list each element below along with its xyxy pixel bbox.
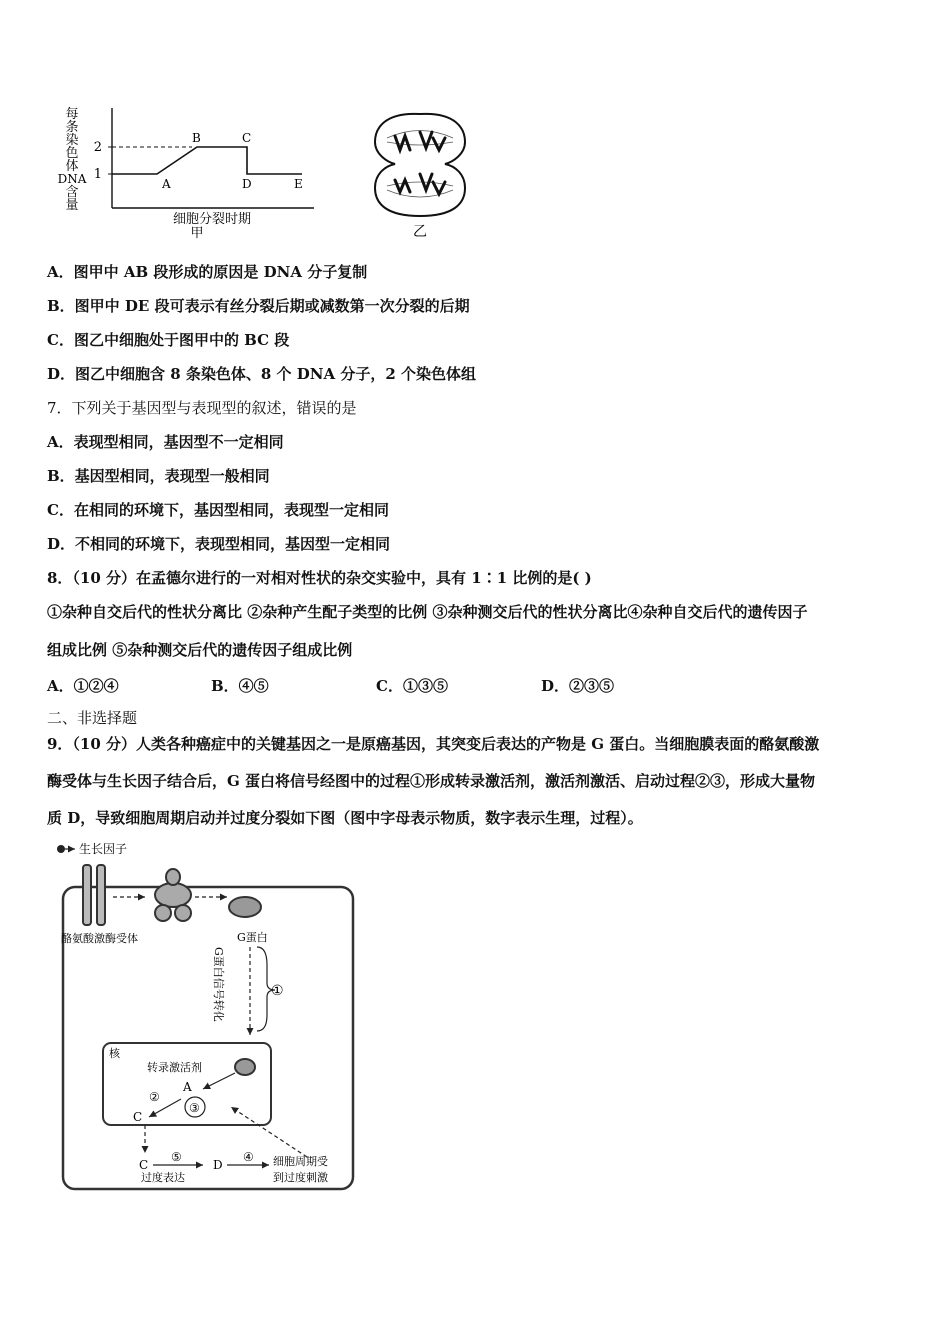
substance-d: D xyxy=(213,1158,223,1172)
q6-option-c: C．图乙中细胞处于图甲中的 BC 段 xyxy=(47,331,290,349)
growth-factor-label: 生长因子 xyxy=(79,842,128,856)
y-axis-char: 染 xyxy=(65,133,79,148)
q7-option-b: B．基因型相同，表现型一般相同 xyxy=(47,467,270,485)
q8-stem: 8．（10 分）在孟德尔进行的一对相对性状的杂交实验中，具有 1∶1 比例的是( ) xyxy=(47,569,592,587)
figure-jia-graph xyxy=(52,100,322,240)
point-c: C xyxy=(242,131,252,145)
point-b: B xyxy=(192,131,201,145)
growth-factor-dot xyxy=(57,845,65,853)
process-2-label: ② xyxy=(149,1090,160,1104)
q8-items-line2: 组成比例 ⑤杂种测交后代的遗传因子组成比例 xyxy=(47,641,353,659)
y-axis-char: DNA xyxy=(57,172,87,186)
figure-caption-yi: 乙 xyxy=(413,224,427,240)
cell-membrane xyxy=(375,114,465,216)
activator-label: 转录激活剂 xyxy=(147,1061,202,1074)
section-heading: 二、非选择题 xyxy=(47,709,138,727)
substance-c-nucleus: C xyxy=(133,1110,143,1124)
g-protein-label: G蛋白 xyxy=(237,931,268,944)
x-axis-label: 细胞分裂时期 xyxy=(172,212,252,227)
process-1-label: ① xyxy=(271,983,284,999)
figure-yi-cell xyxy=(365,108,475,240)
substance-c-cytoplasm: C xyxy=(139,1158,149,1172)
point-e: E xyxy=(294,177,303,191)
nucleus-label: 核 xyxy=(109,1047,120,1060)
q9-text-line2: 酶受体与生长因子结合后，G 蛋白将信号经图中的过程①形成转录激活剂，激活剂激活、启动过程②③，形成大量物 xyxy=(47,772,816,790)
q6-option-a: A．图甲中 AB 段形成的原因是 DNA 分子复制 xyxy=(47,263,368,281)
q8-option-b: B．④⑤ xyxy=(211,677,269,695)
point-d: D xyxy=(242,177,252,191)
q6-option-b: B．图甲中 DE 段可表示有丝分裂后期或减数第一次分裂的后期 xyxy=(47,297,470,315)
figure-caption-jia: 甲 xyxy=(190,226,204,240)
y-axis-char: 体 xyxy=(65,159,79,174)
y-axis-char: 量 xyxy=(65,198,79,213)
y-tick-2: 2 xyxy=(93,140,102,155)
g-signal-label: G蛋白信号转化 xyxy=(212,947,225,1022)
y-axis-char: 每 xyxy=(65,107,79,122)
overexpression-label: 过度表达 xyxy=(141,1171,185,1184)
receptor-label: 酪氨酸激酶受体 xyxy=(61,932,138,945)
q9-text-line3: 质 D，导致细胞周期启动并过度分裂如下图（图中字母表示物质，数字表示生理，过程）。 xyxy=(47,809,643,827)
q7-option-a: A．表现型相同，基因型不一定相同 xyxy=(47,433,284,451)
activator-icon xyxy=(235,1059,255,1075)
receptor-icon xyxy=(83,865,105,925)
y-axis-char: 色 xyxy=(65,146,79,161)
q6-option-d: D．图乙中细胞含 8 条染色体、8 个 DNA 分子，2 个染色体组 xyxy=(47,365,477,383)
q8-items-line1: ①杂种自交后代的性状分离比 ②杂种产生配子类型的比例 ③杂种测交后代的性状分离比④杂种自交后代的遗传因子 xyxy=(47,603,808,621)
process-3-label: ③ xyxy=(189,1101,200,1115)
q8-option-d: D．②③⑤ xyxy=(541,677,615,695)
figure-signal-pathway xyxy=(45,835,385,1205)
q8-option-c: C．①③⑤ xyxy=(376,677,448,695)
y-axis-char: 条 xyxy=(65,120,79,135)
q7-option-c: C．在相同的环境下，基因型相同，表现型一定相同 xyxy=(47,501,389,519)
substance-a: A xyxy=(183,1080,192,1094)
process-5-label: ⑤ xyxy=(171,1150,182,1164)
chromosomes xyxy=(395,132,445,194)
y-tick-1: 1 xyxy=(93,167,102,182)
cell-cycle-label-1: 细胞周期受 xyxy=(273,1155,328,1168)
g-protein-complex-icon xyxy=(155,869,191,921)
dna-content-curve xyxy=(112,147,302,174)
q7-option-d: D．不相同的环境下，表现型相同，基因型一定相同 xyxy=(47,535,391,553)
process-4-label: ④ xyxy=(243,1150,254,1164)
point-a: A xyxy=(162,177,171,191)
q9-text-line1: 9．（10 分）人类各种癌症中的关键基因之一是原癌基因，其突变后表达的产物是 G 蛋白。当细胞膜表面的酪氨酸激 xyxy=(47,735,820,753)
cell-cycle-label-2: 到过度刺激 xyxy=(273,1171,328,1184)
g-protein-icon xyxy=(229,897,261,917)
q7-stem: 7．下列关于基因型与表现型的叙述，错误的是 xyxy=(47,399,357,417)
y-axis-char: 含 xyxy=(65,185,79,200)
q8-option-a: A．①②④ xyxy=(47,677,119,695)
